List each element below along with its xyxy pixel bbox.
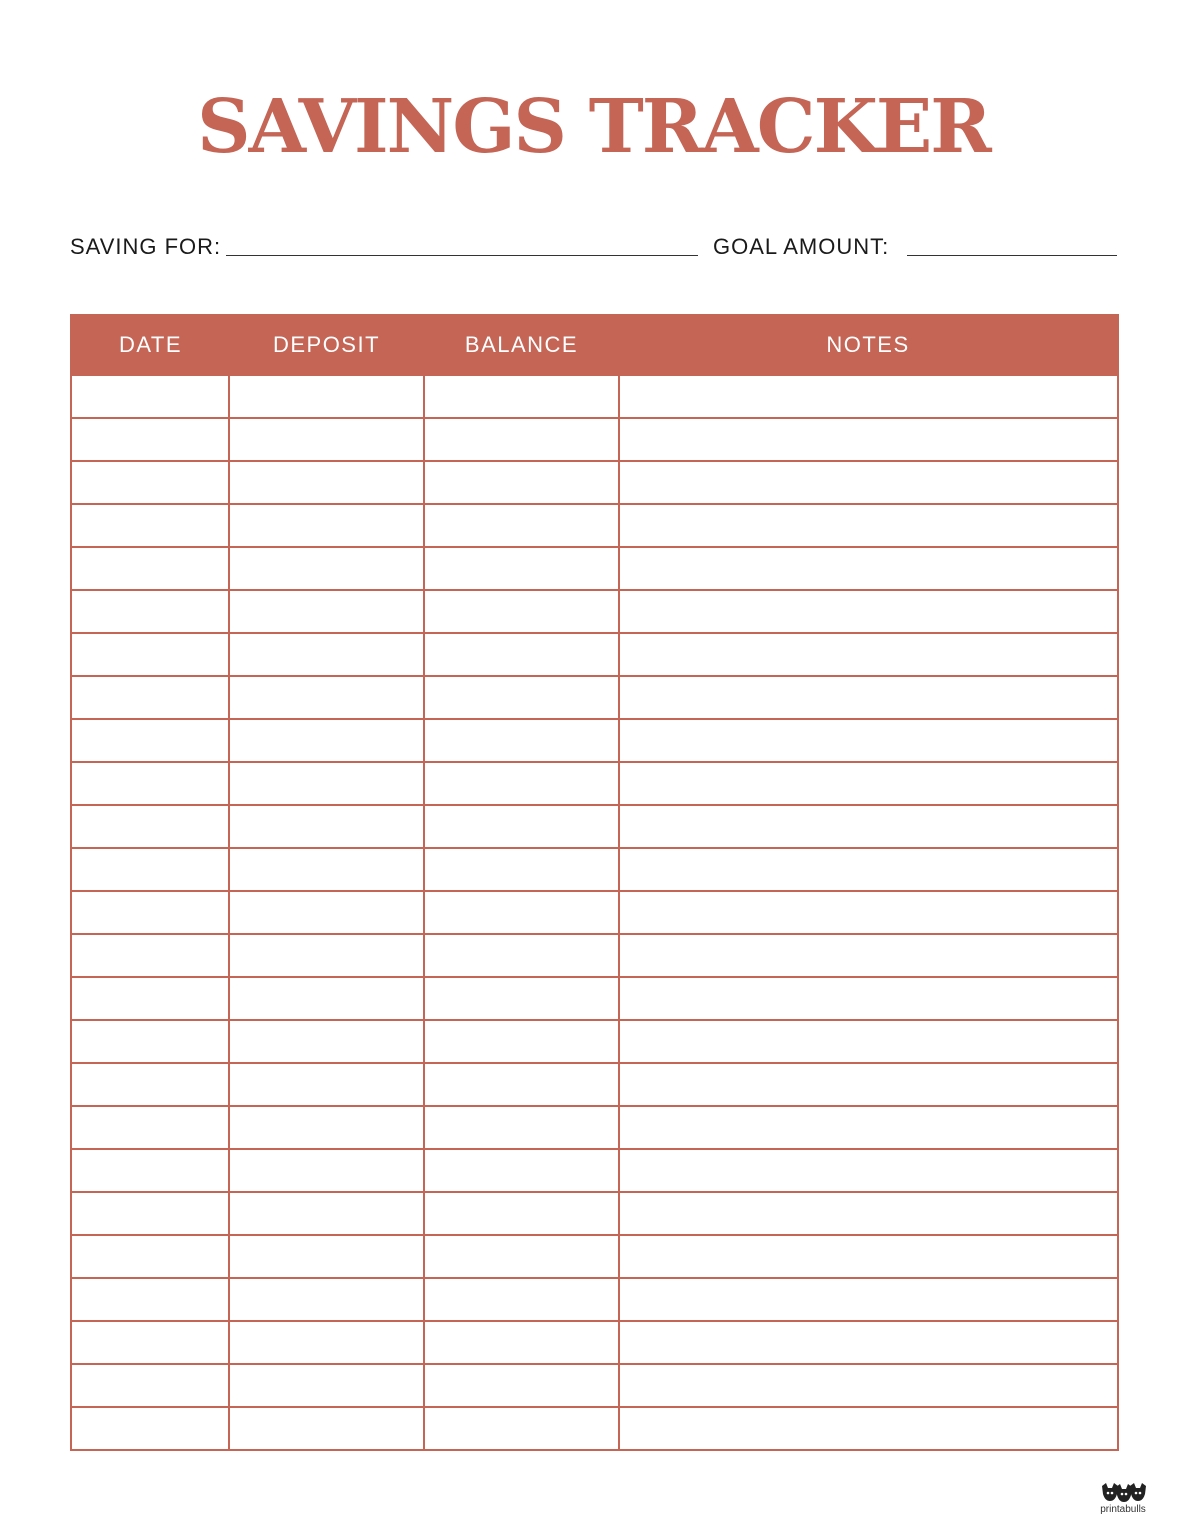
- cell-notes[interactable]: [619, 676, 1118, 719]
- cell-date[interactable]: [71, 1020, 229, 1063]
- cell-date[interactable]: [71, 762, 229, 805]
- cell-notes[interactable]: [619, 891, 1118, 934]
- cell-notes[interactable]: [619, 633, 1118, 676]
- column-header-deposit: DEPOSIT: [229, 315, 424, 375]
- cell-date[interactable]: [71, 1278, 229, 1321]
- cell-deposit[interactable]: [229, 1063, 424, 1106]
- table-row: [71, 1407, 1118, 1450]
- cell-date[interactable]: [71, 1407, 229, 1450]
- cell-deposit[interactable]: [229, 805, 424, 848]
- goal-amount-label: GOAL AMOUNT:: [713, 234, 890, 259]
- cell-date[interactable]: [71, 418, 229, 461]
- cell-balance[interactable]: [424, 418, 619, 461]
- cell-balance[interactable]: [424, 1278, 619, 1321]
- cell-date[interactable]: [71, 1149, 229, 1192]
- brand-logo-text: printabulls: [1100, 1504, 1146, 1515]
- cell-notes[interactable]: [619, 1364, 1118, 1407]
- column-header-notes: NOTES: [619, 315, 1118, 375]
- cell-balance[interactable]: [424, 1364, 619, 1407]
- cell-balance[interactable]: [424, 676, 619, 719]
- savings-table: [70, 314, 1119, 1451]
- cell-balance[interactable]: [424, 461, 619, 504]
- page-title: SAVINGS TRACKER: [197, 84, 990, 170]
- table-row: [71, 1235, 1118, 1278]
- column-header-balance: BALANCE: [424, 315, 619, 375]
- cell-deposit[interactable]: [229, 547, 424, 590]
- cell-deposit[interactable]: [229, 1321, 424, 1364]
- table-row: [71, 1020, 1118, 1063]
- cell-notes[interactable]: [619, 1278, 1118, 1321]
- cell-deposit[interactable]: [229, 1192, 424, 1235]
- table-row: [71, 805, 1118, 848]
- cell-notes[interactable]: [619, 1192, 1118, 1235]
- cell-deposit[interactable]: [229, 418, 424, 461]
- cell-deposit[interactable]: [229, 719, 424, 762]
- cell-deposit[interactable]: [229, 590, 424, 633]
- cell-deposit[interactable]: [229, 676, 424, 719]
- table-row: [71, 375, 1118, 418]
- cell-date[interactable]: [71, 375, 229, 418]
- cell-date[interactable]: [71, 676, 229, 719]
- cell-deposit[interactable]: [229, 633, 424, 676]
- cell-deposit[interactable]: [229, 1407, 424, 1450]
- cell-balance[interactable]: [424, 891, 619, 934]
- table-row: [71, 848, 1118, 891]
- cell-date[interactable]: [71, 590, 229, 633]
- brand-logo: [1093, 1482, 1153, 1518]
- cell-notes[interactable]: [619, 590, 1118, 633]
- table-row: [71, 676, 1118, 719]
- cell-notes[interactable]: [619, 977, 1118, 1020]
- cell-date[interactable]: [71, 1235, 229, 1278]
- table-row: [71, 934, 1118, 977]
- cell-balance[interactable]: [424, 1063, 619, 1106]
- table-row: [71, 891, 1118, 934]
- table-row: [71, 418, 1118, 461]
- cell-notes[interactable]: [619, 848, 1118, 891]
- cell-balance[interactable]: [424, 977, 619, 1020]
- cell-date[interactable]: [71, 848, 229, 891]
- cell-deposit[interactable]: [229, 1278, 424, 1321]
- table-row: [71, 461, 1118, 504]
- cell-notes[interactable]: [619, 762, 1118, 805]
- table-row: [71, 1149, 1118, 1192]
- cell-notes[interactable]: [619, 1321, 1118, 1364]
- table-row: [71, 504, 1118, 547]
- saving-for-label: SAVING FOR:: [70, 234, 222, 259]
- table-header-row: [71, 315, 1118, 375]
- cell-date[interactable]: [71, 1192, 229, 1235]
- cell-deposit[interactable]: [229, 1020, 424, 1063]
- cell-balance[interactable]: [424, 1020, 619, 1063]
- cell-date[interactable]: [71, 1106, 229, 1149]
- cell-balance[interactable]: [424, 504, 619, 547]
- cell-balance[interactable]: [424, 805, 619, 848]
- cell-balance[interactable]: [424, 1321, 619, 1364]
- table-row: [71, 1192, 1118, 1235]
- cell-deposit[interactable]: [229, 1149, 424, 1192]
- cell-balance[interactable]: [424, 934, 619, 977]
- column-header-date: DATE: [71, 315, 229, 375]
- table-row: [71, 1321, 1118, 1364]
- cell-deposit[interactable]: [229, 977, 424, 1020]
- cell-notes[interactable]: [619, 1063, 1118, 1106]
- cell-balance[interactable]: [424, 1235, 619, 1278]
- cell-deposit[interactable]: [229, 1106, 424, 1149]
- cell-balance[interactable]: [424, 762, 619, 805]
- cell-date[interactable]: [71, 1364, 229, 1407]
- cell-balance[interactable]: [424, 848, 619, 891]
- cell-deposit[interactable]: [229, 504, 424, 547]
- table-row: [71, 1278, 1118, 1321]
- table-row: [71, 590, 1118, 633]
- cell-balance[interactable]: [424, 375, 619, 418]
- cell-date[interactable]: [71, 934, 229, 977]
- table-row: [71, 633, 1118, 676]
- cell-date[interactable]: [71, 977, 229, 1020]
- cell-deposit[interactable]: [229, 848, 424, 891]
- cell-deposit[interactable]: [229, 375, 424, 418]
- cell-balance[interactable]: [424, 1192, 619, 1235]
- cell-notes[interactable]: [619, 375, 1118, 418]
- cell-date[interactable]: [71, 504, 229, 547]
- cell-notes[interactable]: [619, 547, 1118, 590]
- cell-deposit[interactable]: [229, 461, 424, 504]
- table-row: [71, 1364, 1118, 1407]
- cell-notes[interactable]: [619, 1106, 1118, 1149]
- bulldog-faces-icon: [1093, 1482, 1153, 1504]
- cell-deposit[interactable]: [229, 762, 424, 805]
- goal-fields: [70, 232, 1117, 262]
- cell-date[interactable]: [71, 891, 229, 934]
- cell-balance[interactable]: [424, 1149, 619, 1192]
- cell-date[interactable]: [71, 461, 229, 504]
- table-row: [71, 547, 1118, 590]
- cell-date[interactable]: [71, 633, 229, 676]
- cell-deposit[interactable]: [229, 1235, 424, 1278]
- cell-deposit[interactable]: [229, 934, 424, 977]
- cell-balance[interactable]: [424, 719, 619, 762]
- cell-notes[interactable]: [619, 461, 1118, 504]
- table-row: [71, 762, 1118, 805]
- cell-date[interactable]: [71, 805, 229, 848]
- cell-balance[interactable]: [424, 633, 619, 676]
- cell-notes[interactable]: [619, 504, 1118, 547]
- cell-notes[interactable]: [619, 805, 1118, 848]
- cell-balance[interactable]: [424, 547, 619, 590]
- goal-amount-line[interactable]: [907, 255, 1117, 256]
- cell-date[interactable]: [71, 1063, 229, 1106]
- cell-notes[interactable]: [619, 418, 1118, 461]
- cell-balance[interactable]: [424, 1407, 619, 1450]
- cell-notes[interactable]: [619, 719, 1118, 762]
- saving-for-line[interactable]: [226, 255, 698, 256]
- cell-deposit[interactable]: [229, 891, 424, 934]
- cell-notes[interactable]: [619, 934, 1118, 977]
- table-row: [71, 1063, 1118, 1106]
- table-row: [71, 719, 1118, 762]
- cell-notes[interactable]: [619, 1235, 1118, 1278]
- cell-notes[interactable]: [619, 1020, 1118, 1063]
- cell-notes[interactable]: [619, 1149, 1118, 1192]
- cell-balance[interactable]: [424, 590, 619, 633]
- cell-balance[interactable]: [424, 1106, 619, 1149]
- cell-date[interactable]: [71, 547, 229, 590]
- cell-date[interactable]: [71, 1321, 229, 1364]
- cell-date[interactable]: [71, 719, 229, 762]
- table-row: [71, 977, 1118, 1020]
- cell-notes[interactable]: [619, 1407, 1118, 1450]
- cell-deposit[interactable]: [229, 1364, 424, 1407]
- table-row: [71, 1106, 1118, 1149]
- table-body: [71, 375, 1118, 1450]
